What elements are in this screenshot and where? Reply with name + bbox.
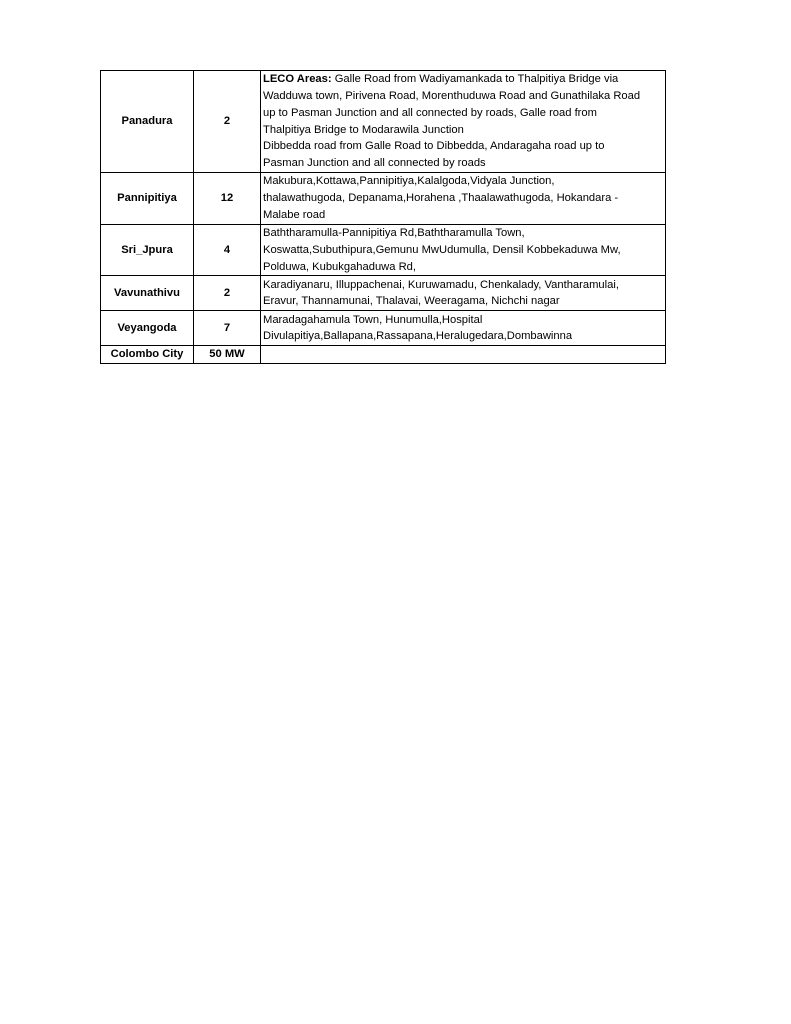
area-name-cell: Panadura xyxy=(101,71,194,173)
areas-description-cell xyxy=(261,276,666,311)
table-row xyxy=(101,173,666,225)
areas-description-cell xyxy=(261,71,666,173)
description-line: Polduwa, Kubukgahaduwa Rd, xyxy=(263,260,417,273)
capacity-cell: 7 xyxy=(194,311,261,346)
table-row xyxy=(101,311,666,346)
areas-description-cell xyxy=(261,311,666,346)
area-name-cell: Colombo City xyxy=(101,346,194,364)
table-row xyxy=(101,225,666,276)
area-name-cell: Sri_Jpura xyxy=(101,225,194,276)
description-line: Dibbedda road from Galle Road to Dibbedda, Andaragaha road up to xyxy=(263,140,605,153)
description-text: Galle Road from Wadiyamankada to Thalpitiya Bridge via xyxy=(331,73,619,86)
capacity-cell: 4 xyxy=(194,225,261,276)
load-shedding-table xyxy=(100,70,666,364)
description-line: Baththaramulla-Pannipitiya Rd,Baththaramulla Town, xyxy=(263,227,525,239)
description-line: Divulapitiya,Ballapana,Rassapana,Heralugedara,Dombawinna xyxy=(263,330,573,343)
description-line: Eravur, Thannamunai, Thalavai, Weeragama, Nichchi nagar xyxy=(263,295,560,308)
capacity-cell: 2 xyxy=(194,276,261,311)
description-line: Malabe road xyxy=(263,208,326,221)
capacity-cell: 50 MW xyxy=(194,346,261,364)
areas-description-cell xyxy=(261,346,666,364)
areas-description-cell xyxy=(261,173,666,225)
description-line: Makubura,Kottawa,Pannipitiya,Kalalgoda,Vidyala Junction, xyxy=(263,175,555,188)
capacity-cell: 12 xyxy=(194,173,261,225)
area-name-cell: Vavunathivu xyxy=(101,276,194,311)
table-row xyxy=(101,71,666,173)
description-line: thalawathugoda, Depanama,Horahena ,Thaalawathugoda, Hokandara - xyxy=(263,192,619,205)
leco-areas-label: LECO Areas: xyxy=(263,73,332,86)
description-line: Wadduwa town, Pirivena Road, Morenthuduwa Road and Gunathilaka Road xyxy=(263,89,641,102)
description-line xyxy=(263,71,663,88)
description-line: Koswatta,Subuthipura,Gemunu MwUdumulla, Densil Kobbekaduwa Mw, xyxy=(263,243,621,256)
table-row xyxy=(101,276,666,311)
description-line: up to Pasman Junction and all connected by roads, Galle road from xyxy=(263,106,597,119)
description-line: Pasman Junction and all connected by roads xyxy=(263,157,486,170)
description-line: Maradagahamula Town, Hunumulla,Hospital xyxy=(263,313,483,326)
table-row xyxy=(101,346,666,364)
description-line: Karadiyanaru, Illuppachenai, Kuruwamadu, Chenkalady, Vantharamulai, xyxy=(263,278,619,291)
area-name-cell: Pannipitiya xyxy=(101,173,194,225)
area-name-cell: Veyangoda xyxy=(101,311,194,346)
areas-description-cell xyxy=(261,225,666,276)
description-line: Thalpitiya Bridge to Modarawila Junction xyxy=(263,123,464,136)
capacity-cell: 2 xyxy=(194,71,261,173)
